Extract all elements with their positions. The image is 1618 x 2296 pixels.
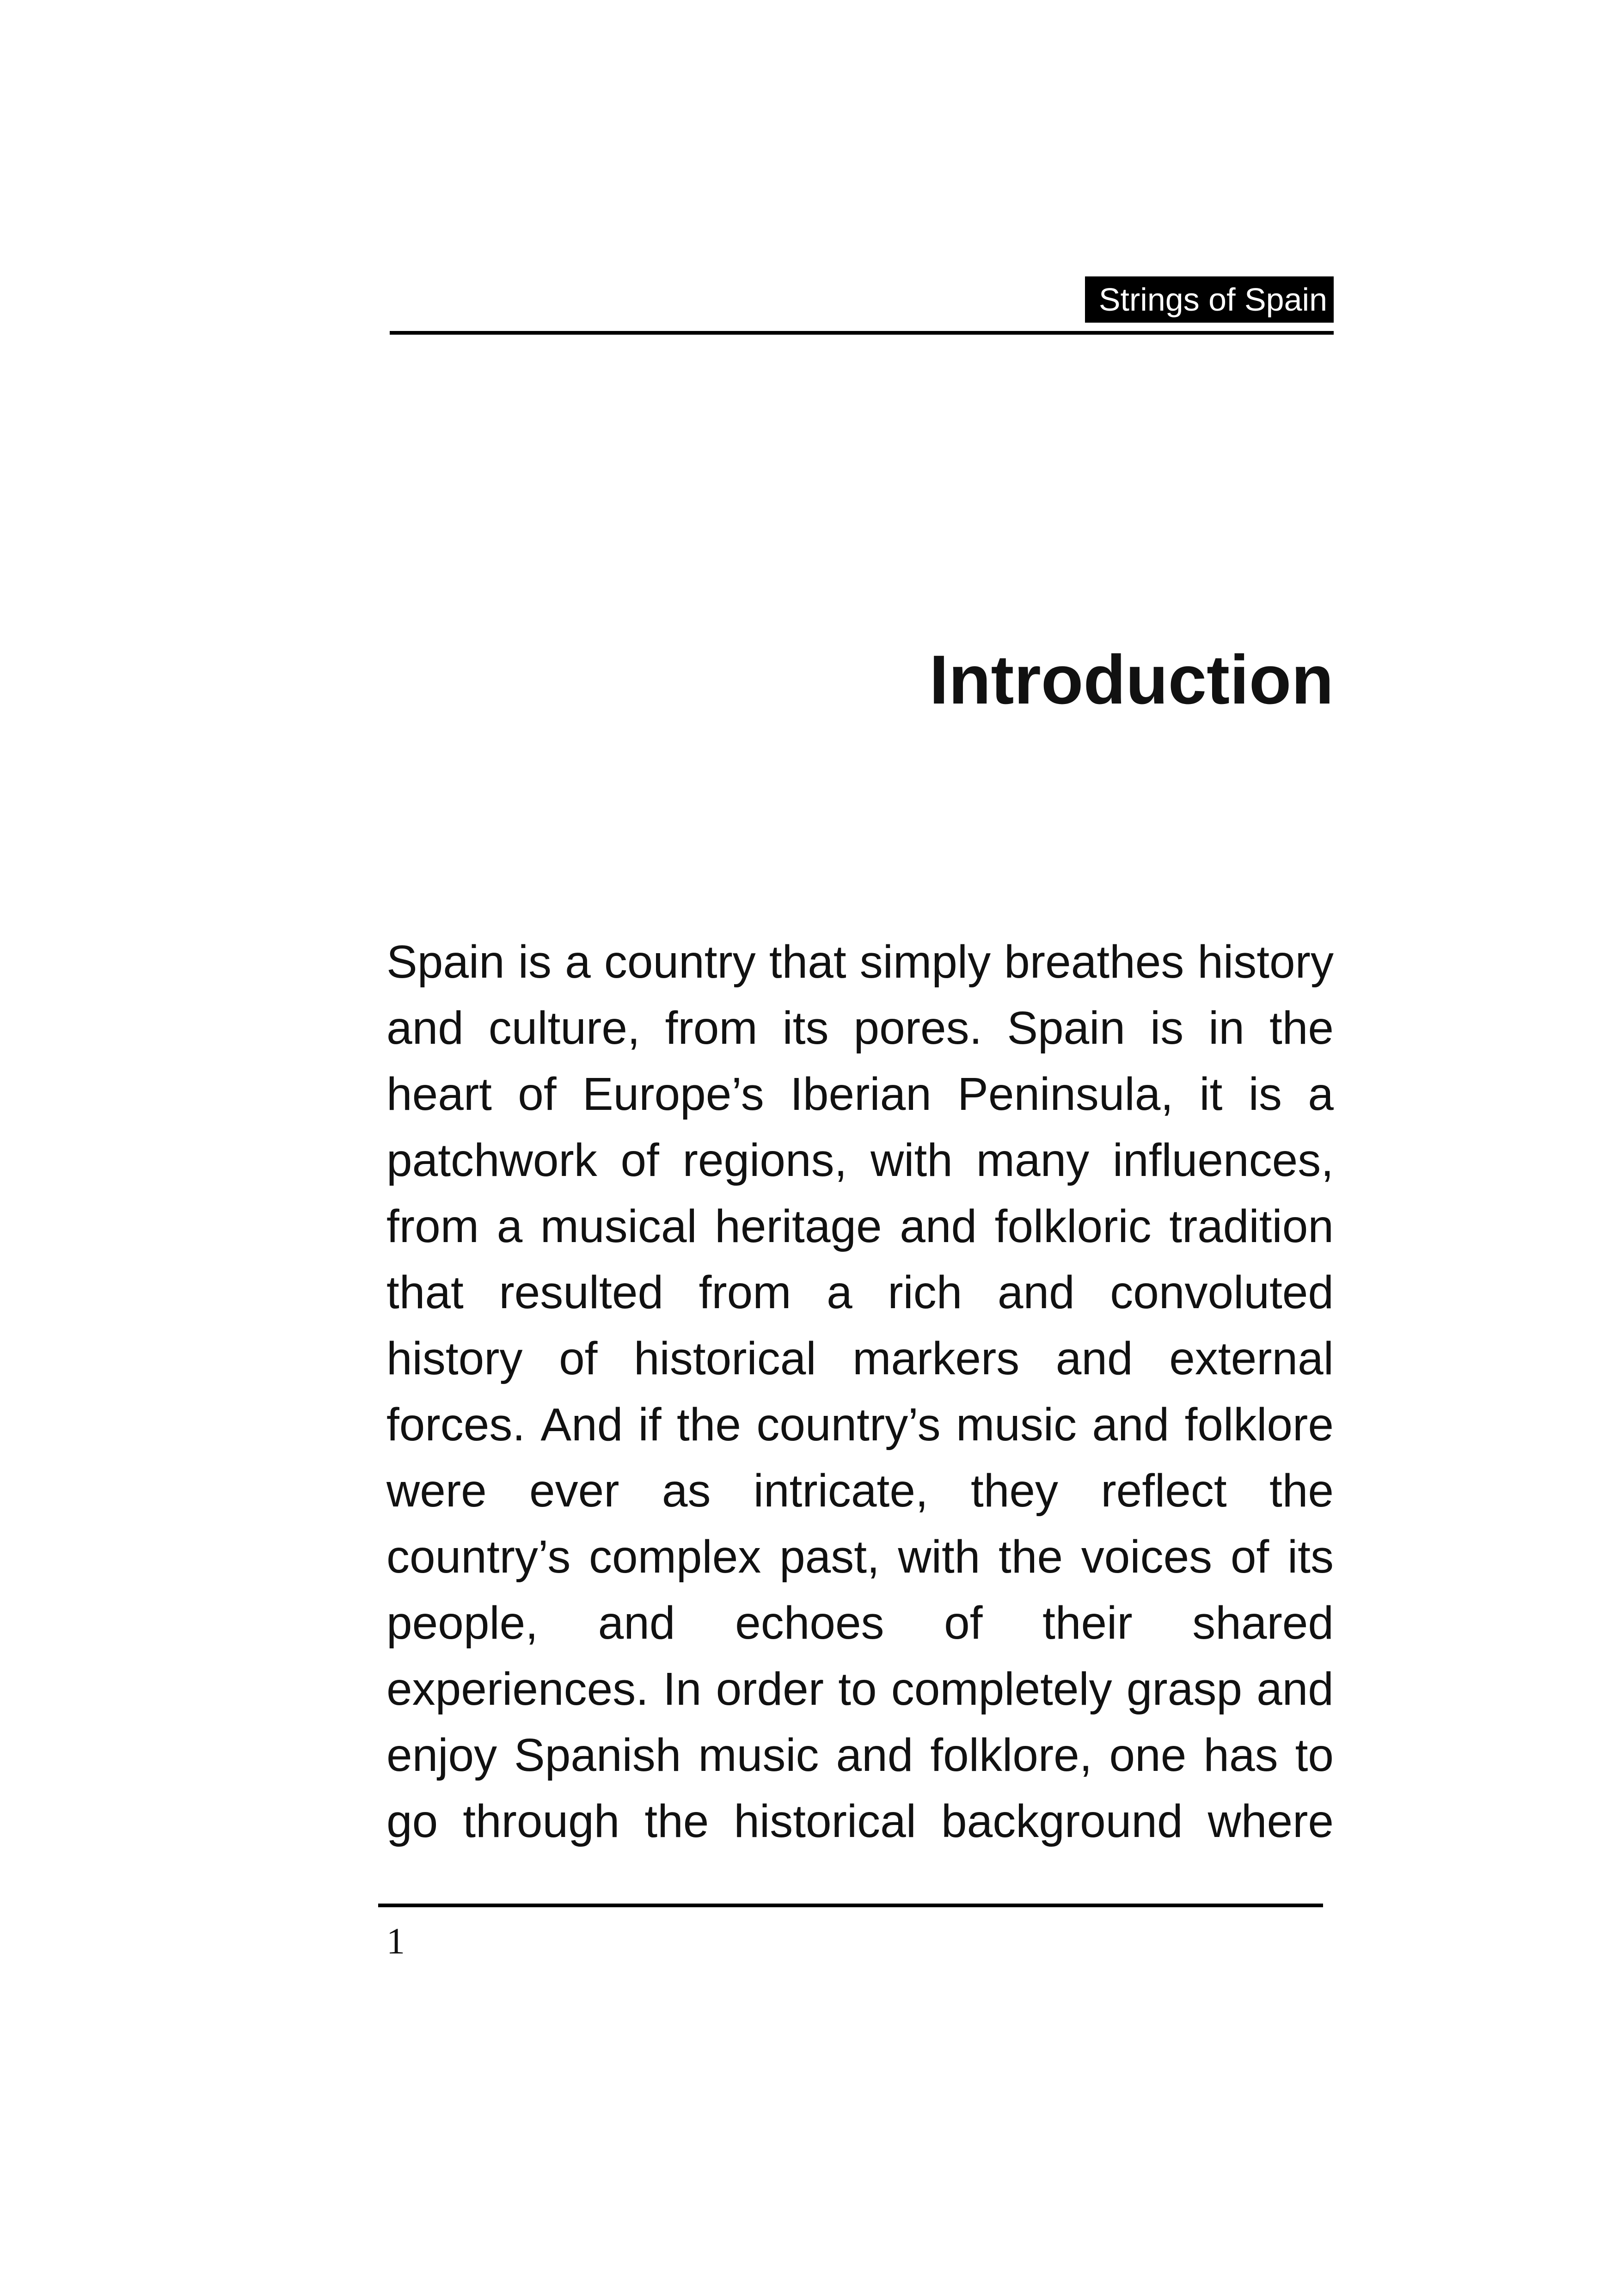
word: music [956,1399,1077,1451]
word: pores. [853,1002,982,1054]
word: of [518,1068,557,1120]
text-line [386,929,1334,995]
word: grasp [1126,1663,1242,1715]
page-number: 1 [386,1921,405,1962]
text-line [386,1590,1334,1656]
word: historical [634,1333,816,1384]
word: complex [589,1531,761,1583]
word: simply [859,936,991,988]
text-line [386,1326,1334,1392]
word: folkloric [994,1200,1152,1252]
text-line [386,1524,1334,1590]
chapter-title: Introduction [929,641,1334,718]
word: And [540,1399,623,1451]
word: resulted [499,1267,664,1318]
word: from [665,1002,758,1054]
word: the [1269,1002,1334,1054]
footer-rule [378,1904,1323,1907]
text-line [386,1392,1334,1458]
word: Spanish [514,1729,681,1781]
word: that [769,936,846,988]
word: forces. [386,1399,526,1451]
text-line [386,1656,1334,1722]
word: convoluted [1110,1267,1334,1318]
word: historical [734,1795,917,1847]
word: culture, [488,1002,640,1054]
word: intricate, [753,1465,928,1517]
word: music [698,1729,819,1781]
word: has [1203,1729,1278,1781]
word: completely [891,1663,1112,1715]
word: the [644,1795,709,1847]
word: markers [852,1333,1020,1384]
word: background [941,1795,1183,1847]
word: of [620,1134,659,1186]
word: go [386,1795,438,1847]
word: patchwork [386,1134,597,1186]
text-line [386,1260,1334,1326]
word: folklore, [930,1729,1092,1781]
word: as [662,1465,711,1517]
text-line [386,1722,1334,1788]
word: history [386,1333,523,1384]
word: rich [888,1267,962,1318]
word: Europe’s [582,1068,764,1120]
word: in [1208,1002,1245,1054]
word: country [604,936,756,988]
word: many [976,1134,1090,1186]
word: one [1109,1729,1187,1781]
word: of [1230,1531,1269,1583]
word: influences, [1112,1134,1334,1186]
word: with [870,1134,953,1186]
running-header [390,276,1334,337]
word: to [838,1663,877,1715]
word: Peninsula, [957,1068,1174,1120]
word: and [598,1597,675,1649]
word: and [1092,1399,1170,1451]
text-line [386,1458,1334,1524]
word: is [518,936,552,988]
word: its [782,1002,829,1054]
word: the [676,1399,741,1451]
word: ever [529,1465,619,1517]
word: and [1256,1663,1334,1715]
word: folklore [1184,1399,1334,1451]
running-title: Strings of Spain [1085,276,1334,323]
word: of [944,1597,983,1649]
word: heart [386,1068,492,1120]
word: through [463,1795,620,1847]
text-line [386,1127,1334,1194]
word: reflect [1101,1465,1227,1517]
word: and [900,1200,977,1252]
word: from [699,1267,791,1318]
word: order [716,1663,824,1715]
text-line [386,1194,1334,1260]
word: Spain [386,936,505,988]
word: history [1197,936,1334,988]
word: from [386,1200,479,1252]
word: where [1207,1795,1334,1847]
word: tradition [1169,1200,1334,1252]
word: country’s [756,1399,941,1451]
text-line [386,1788,1334,1855]
word: external [1169,1333,1334,1384]
word: their [1042,1597,1133,1649]
word: is [1150,1002,1184,1054]
word: a [1308,1068,1334,1120]
word: the [999,1531,1063,1583]
word: heritage [715,1200,882,1252]
word: and [386,1002,464,1054]
word: that [386,1267,464,1318]
word: people, [386,1597,539,1649]
word: shared [1192,1597,1334,1649]
text-line [386,995,1334,1061]
word: and [836,1729,913,1781]
header-rule [390,331,1334,335]
word: enjoy [386,1729,497,1781]
word: experiences. [386,1663,649,1715]
word: is [1248,1068,1282,1120]
word: breathes [1004,936,1184,988]
word: echoes [735,1597,884,1649]
word: musical [540,1200,697,1252]
word: In [663,1663,702,1715]
word: country’s [386,1531,571,1583]
word: were [386,1465,487,1517]
word: they [971,1465,1059,1517]
word: the [1269,1465,1334,1517]
word: with [898,1531,981,1583]
word: its [1287,1531,1334,1583]
word: to [1295,1729,1334,1781]
word: regions, [682,1134,847,1186]
word: of [559,1333,598,1384]
word: voices [1081,1531,1213,1583]
word: it [1199,1068,1223,1120]
word: Spain [1007,1002,1126,1054]
word: and [997,1267,1075,1318]
word: a [496,1200,523,1252]
word: and [1055,1333,1133,1384]
word: Iberian [790,1068,932,1120]
body-paragraph [386,929,1334,1855]
word: past, [779,1531,880,1583]
word: if [638,1399,662,1451]
word: a [827,1267,852,1318]
word: a [565,936,591,988]
text-line [386,1061,1334,1127]
